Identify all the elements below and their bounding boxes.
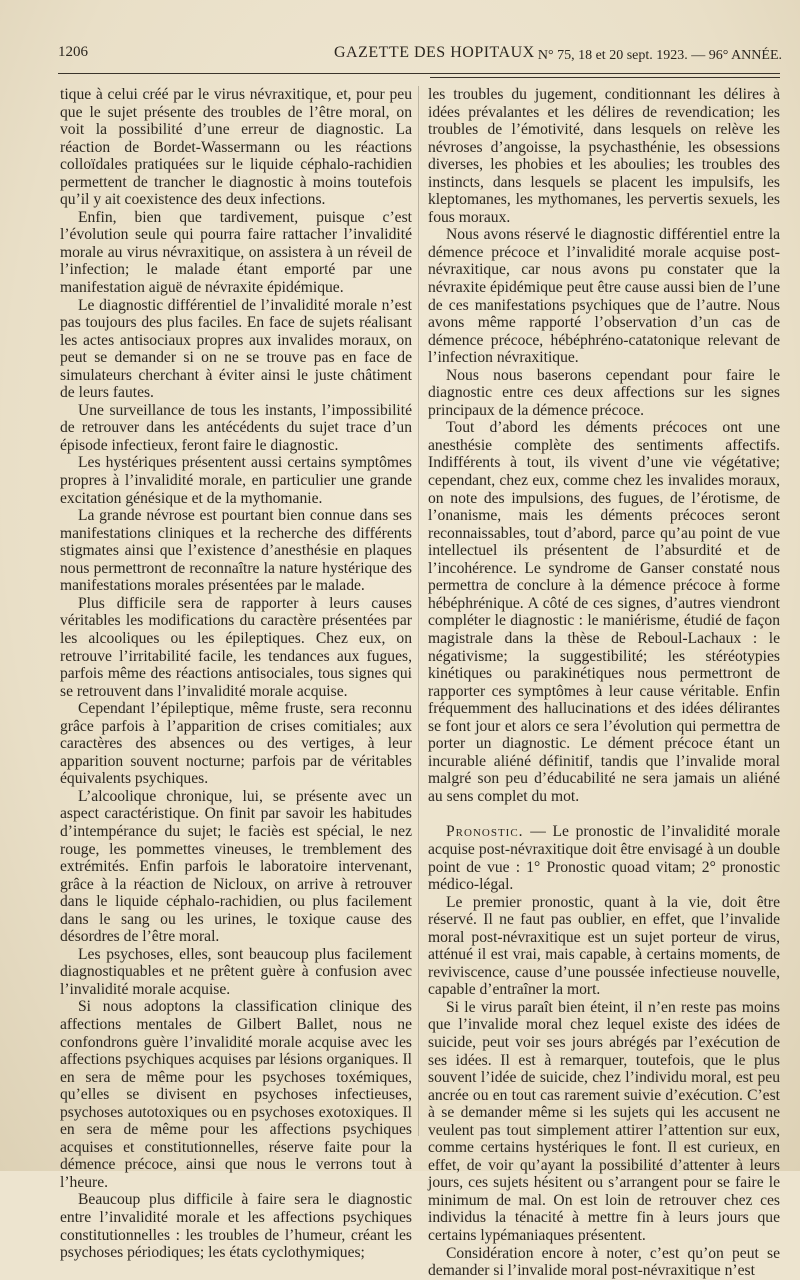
paragraph: tique à celui créé par le virus névraxitique, et, pour peu que le sujet présente des troubles de l’être moral, on voit la possibilité d’une erreur de diagnostic. La réaction de Bordet-Wassermann ou les réactions colloïdales pratiquées sur le liquide céphalo-rachidien permettent de trancher le diagnostic à moins toutefois qu’il y ait coexistence des deux infections. xyxy=(60,86,412,209)
paragraph: La grande névrose est pourtant bien connue dans ses manifestations cliniques et la recherche des différents stigmates ainsi que l’existence d’anesthésie en plaques nous permettront de reconnaître la nature hystérique des manifestations morales présentées par le malade. xyxy=(60,507,412,595)
paragraph: Tout d’abord les déments précoces ont une anesthésie complète des sentiments affectifs. Indifférents à tout, ils vivent d’une vie végétative; cependant, chez eux, comme chez les invalides moraux, on note des impulsions, des fugues, de l’érotisme, de l’onanisme, mais les déments précoces seront reconnaissables, tout d’abord, parce qu’au point de vue intellectuel ils présentent de l’absurdité et de l’incohérence. Le syndrome de Ganser constaté nous permettra de conclure à la démence précoce à forme hébéphrénique. A côté de ces signes, d’autres viendront compléter le diagnostic : le maniérisme, étudié de façon magistrale dans la thèse de Reboul-Lachaux : le négativisme; la suggestibilité; les stéréotypies kinétiques ou parakinétiques nous permettront de rapporter ces symptômes à leur cause véritable. Enfin fréquemment des hallucinations et des idées délirantes se font jour et alors ce sera l’évolution qui permettra de porter un diagnostic. Le dément précoce étant un incurable aliéné définitif, tandis que l’invalide moral malgré son peu d’éducabilité ne sera jamais un aliéné au sens complet du mot. xyxy=(428,419,780,805)
header-rule xyxy=(58,73,780,74)
section-heading-pronostic: Pronostic. xyxy=(446,823,524,841)
paragraph: Le premier pronostic, quant à la vie, doit être réservé. Il ne faut pas oublier, en effet, que l’invalide moral post-névraxitique est un sujet porteur de virus, atténué il est vrai, mais capable, à certains moments, de reviviscence, cause d’une poussée infectieuse nouvelle, capable d’entraîner la mort. xyxy=(428,893,780,999)
paragraph: les troubles du jugement, conditionnant les délires à idées prévalantes et les délires de revendication; les troubles de l’émotivité, dans lesquels on relève les névroses d’angoisse, la psychasthénie, les obsessions diverses, les phobies et les aboulies; les troubles des instincts, dans lesquels se placent les impulsifs, les kleptomanes, les mythomanes, les pervertis sexuels, les fous moraux. xyxy=(428,86,780,226)
header-rule-secondary xyxy=(430,77,780,78)
issue-info: N° 75, 18 et 20 sept. 1923. — 96° ANNÉE. xyxy=(537,48,782,63)
left-column xyxy=(60,86,412,1262)
right-column xyxy=(428,86,780,1280)
paragraph: Nous avons réservé le diagnostic différentiel entre la démence précoce et l’invalidité morale acquise post-névraxitique, car nous avons pu constater que la névraxite épidémique peut être cause aussi bien de l’une de ces manifestations psychiques que de l’autre. Nous avons même rapporté l’observation d’un cas de démence précoce, hébéphréno-catatonique relevant de l’infection névraxitique. xyxy=(428,226,780,367)
paragraph: Plus difficile sera de rapporter à leurs causes véritables les modifications du caractère présentées par les alcooliques ou les épileptiques. Chez eux, on retrouve l’irritabilité facile, les tendances aux fugues, parfois même des réactions antisociales, tous signes qui se retrouvent dans l’invalidité morale acquise. xyxy=(60,594,412,700)
prognosis-paragraph xyxy=(428,823,780,893)
paragraph: Si le virus paraît bien éteint, il n’en reste pas moins que l’invalide moral chez lequel existe des idées de suicide, peut voir ses jours abrégés par l’exécution de ses idées. Il est à remarquer, toutefois, que le plus souvent l’idée de suicide, chez l’individu moral, est peu ancrée ou en tout cas rarement suivie d’exécution. C’est à se demander même si les sujets qui les accusent ne veulent pas tout simplement attirer l’attention sur eux, comme certains hystériques le font. Il est curieux, en effet, de voir qu’ayant la possibilité d’attenter à leurs jours, ces sujets hésitent ou s’arrangent pour se faire le minimum de mal. On est loin de retrouver chez ces individus la ténacité à mettre fin à leurs jours que certains lypémaniaques présentent. xyxy=(428,998,780,1244)
paragraph: Beaucoup plus difficile à faire sera le diagnostic entre l’invalidité morale et les affections psychiques constitutionnelles : les troubles de l’humeur, créant les psychoses périodiques; les états cyclothymiques; xyxy=(60,1191,412,1262)
column-divider xyxy=(418,86,419,1136)
page-header xyxy=(58,40,782,70)
paragraph: Les hystériques présentent aussi certains symptômes propres à l’invalidité morale, en particulier une grande excitation génésique et de la mythomanie. xyxy=(60,454,412,507)
page-number: 1206 xyxy=(58,44,88,60)
paragraph: Une surveillance de tous les instants, l’impossibilité de retrouver dans les antécédents du sujet trace d’un épisode infectieux, feront faire le diagnostic. xyxy=(60,401,412,454)
paragraph: Enfin, bien que tardivement, puisque c’est l’évolution seule qui pourra faire rattacher l’invalidité morale au virus névraxitique, on assistera à un réveil de l’infection; le malade étant emporté par une manifestation aiguë de névraxite épidémique. xyxy=(60,208,412,297)
paragraph: Nous nous baserons cependant pour faire le diagnostic entre ces deux affections sur les signes principaux de la démence précoce. xyxy=(428,366,780,419)
paragraph: Les psychoses, elles, sont beaucoup plus facilement diagnostiquables et ne prêtent guère à confusion avec l’invalidité morale acquise. xyxy=(60,945,412,998)
prognosis-intro: — Le pronostic de l’invalidité morale acquise post-névraxitique doit être envisagé à un double point de vue : 1° Pronostic quoad vitam; 2° pronostic médico-légal. xyxy=(428,823,780,894)
paragraph: Si nous adoptons la classification clinique des affections mentales de Gilbert Ballet, nous ne confondrons guère l’invalidité morale acquise avec les affections psychiques acquises par lésions organiques. Il en sera de même pour les psychoses toxémiques, qu’elles se divisent en psychoses infectieuses, psychoses autotoxiques ou en psychoses exotoxiques. Il en sera de même pour les affections psychiques acquises et constitutionnelles, réserve faite pour la démence précoce, ainsi que nous le verrons tout à l’heure. xyxy=(60,998,412,1191)
paragraph: Le diagnostic différentiel de l’invalidité morale n’est pas toujours des plus faciles. En face de sujets réalisant les actes antisociaux propres aux invalides moraux, on peut se demander si on ne se trouve pas en face de simulateurs cherchant à éviter ainsi le juste châtiment de leurs fautes. xyxy=(60,296,412,402)
journal-title: GAZETTE DES HOPITAUX xyxy=(334,44,535,61)
paragraph: Cependant l’épileptique, même fruste, sera reconnu grâce parfois à l’apparition de crises comitiales; aux caractères des absences ou des vertiges, à leur apparition souvent nocturne; parfois par de véritables équivalents psychiques. xyxy=(60,700,412,788)
paragraph: Considération encore à noter, c’est qu’on peut se demander si l’invalide moral post-névraxitique n’est xyxy=(428,1244,780,1280)
paragraph: L’alcoolique chronique, lui, se présente avec un aspect caractéristique. On finit par savoir les habitudes d’intempérance du sujet; le faciès est spécial, le nez rouge, les pommettes vineuses, le tremblement des extrémités. Enfin parfois le laboratoire intervenant, grâce à la réaction de Nicloux, on arrive à retrouver dans le liquide céphalo-rachidien, ou plus facilement dans le sang ou les urines, le toxique cause des désordres de l’être moral. xyxy=(60,787,412,946)
